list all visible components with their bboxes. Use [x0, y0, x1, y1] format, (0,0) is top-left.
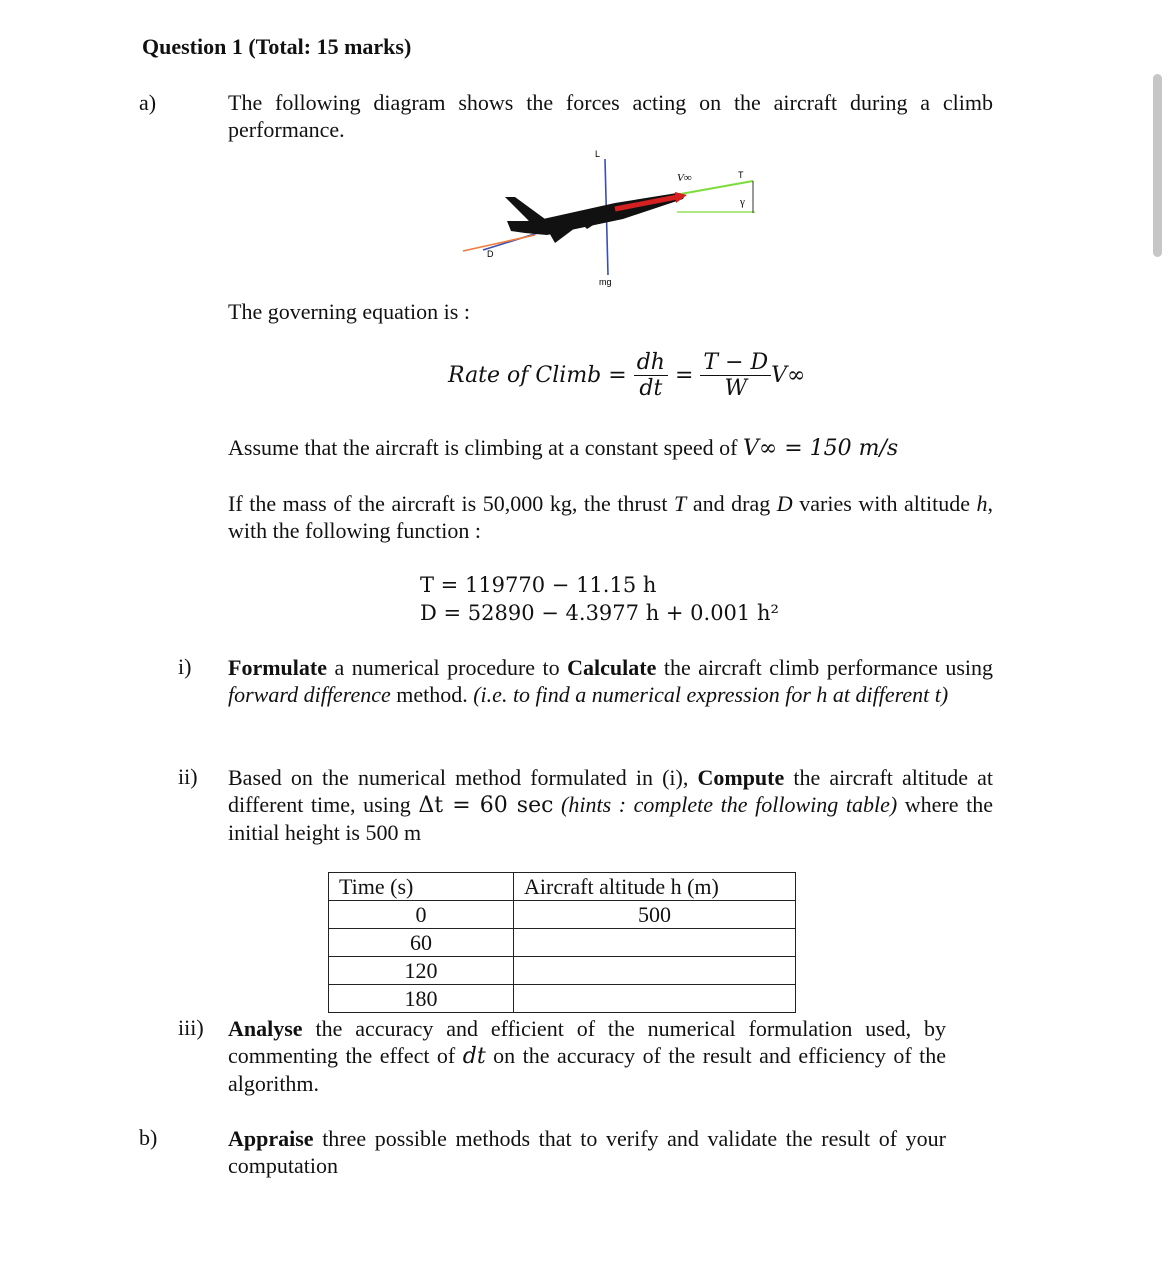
fraction-w: W [724, 376, 748, 401]
part-a-label: a) [139, 90, 157, 115]
vertical-scrollbar[interactable] [1153, 74, 1162, 257]
part-b-text-1: three possible methods that to verify and validate the result of your computation [228, 1126, 946, 1178]
sub-i-text-3: method. [396, 682, 468, 707]
sub-i-italic-hint: (i.e. to find a numerical expression for h at different t) [473, 682, 949, 707]
sub-i-bold-calculate: Calculate [567, 655, 657, 680]
fraction-dh-dt [634, 350, 668, 401]
sub-i-label: i) [178, 654, 192, 679]
sub-iii-text [228, 1015, 946, 1097]
sub-i-text [228, 654, 993, 708]
sub-i-bold-formulate: Formulate [228, 655, 327, 680]
sub-iii-text-1: the accuracy and efficient of the numerical formulation used, by commenting the effect of [228, 1016, 946, 1068]
sub-iii-bold-analyse: Analyse [228, 1016, 303, 1041]
sub-i-text-2: the aircraft climb performance using [663, 655, 994, 680]
table-cell-altitude[interactable]: 500 [514, 901, 796, 929]
mass-statement [228, 490, 993, 544]
table-cell-altitude[interactable] [514, 957, 796, 985]
fraction-t-minus-d: T − D [700, 350, 771, 376]
table-cell-time: 180 [329, 985, 514, 1013]
mass-h: h [976, 491, 988, 516]
velocity-label: V∞ [677, 172, 692, 184]
mass-t: T [674, 491, 687, 516]
sub-i-text-1: a numerical procedure to [334, 655, 560, 680]
table-row [329, 901, 796, 929]
table-cell-altitude[interactable] [514, 985, 796, 1013]
sub-ii-italic-hint: (hints : complete the following table) [561, 792, 898, 817]
gamma-label: γ [740, 196, 745, 208]
governing-equation [448, 350, 805, 401]
drag-label: D [487, 249, 494, 259]
weight-label: mg [599, 277, 612, 287]
equation-v-infinity: V∞ [771, 363, 806, 388]
table-header-altitude: Aircraft altitude h (m) [514, 873, 796, 901]
table-cell-time: 0 [329, 901, 514, 929]
governing-equation-label: The governing equation is : [228, 299, 470, 324]
sub-ii-text-1: Based on the numerical method formulated in (i), [228, 765, 689, 790]
equation-equals-2: = [674, 363, 694, 388]
mass-text-1: If the mass of the aircraft is 50,000 kg, the thrust [228, 491, 668, 516]
fraction-t-minus-d-over-w [700, 350, 771, 401]
part-b-label: b) [139, 1125, 158, 1150]
fraction-dt: dt [639, 376, 663, 401]
sub-ii-text-3: where the initial height is 500 m [228, 792, 993, 845]
mass-text-2: and drag [692, 491, 771, 516]
drag-function: D = 52890 − 4.3977 h + 0.001 h² [420, 601, 779, 625]
question-title: Question 1 (Total: 15 marks) [142, 34, 412, 59]
force-diagram [455, 145, 775, 295]
thrust-function: T = 119770 − 11.15 h [420, 573, 657, 597]
sub-ii-delta-t: Δt = 60 sec [418, 793, 554, 818]
equation-equals-1: = [608, 363, 627, 388]
table-row [329, 957, 796, 985]
table-header-row [329, 873, 796, 901]
part-a-intro: The following diagram shows the forces acting on the aircraft during a climb performance. [228, 90, 993, 142]
thrust-label: T [738, 170, 744, 180]
equation-lhs: Rate of Climb [448, 363, 602, 388]
sub-ii-label: ii) [178, 764, 198, 789]
assume-statement [228, 434, 898, 462]
mass-text-3: varies with altitude [799, 491, 970, 516]
table-cell-time: 120 [329, 957, 514, 985]
sub-i-italic-method: forward difference [228, 682, 391, 707]
part-b-bold-appraise: Appraise [228, 1126, 314, 1151]
fraction-dh: dh [634, 350, 668, 376]
sub-iii-label: iii) [178, 1015, 204, 1040]
table-row [329, 929, 796, 957]
mass-text-4: , with the following function : [228, 491, 994, 543]
assume-speed: V∞ = 150 m/s [743, 436, 899, 461]
table-row [329, 985, 796, 1013]
part-b-text [228, 1125, 946, 1179]
assume-text: Assume that the aircraft is climbing at a constant speed of [228, 435, 738, 460]
sub-iii-text-2: on the accuracy of the result and efficiency of the algorithm. [228, 1043, 947, 1096]
sub-ii-bold-compute: Compute [697, 765, 785, 790]
table-cell-time: 60 [329, 929, 514, 957]
table-cell-altitude[interactable] [514, 929, 796, 957]
drag-line [463, 235, 535, 251]
table-header-time: Time (s) [329, 873, 514, 901]
sub-ii-text [228, 764, 993, 846]
altitude-table [328, 872, 796, 1013]
sub-ii-text-2: the aircraft altitude at different time, using [228, 765, 993, 817]
mass-d: D [776, 491, 793, 516]
lift-label: L [595, 149, 601, 159]
sub-iii-dt: dt [462, 1044, 486, 1069]
